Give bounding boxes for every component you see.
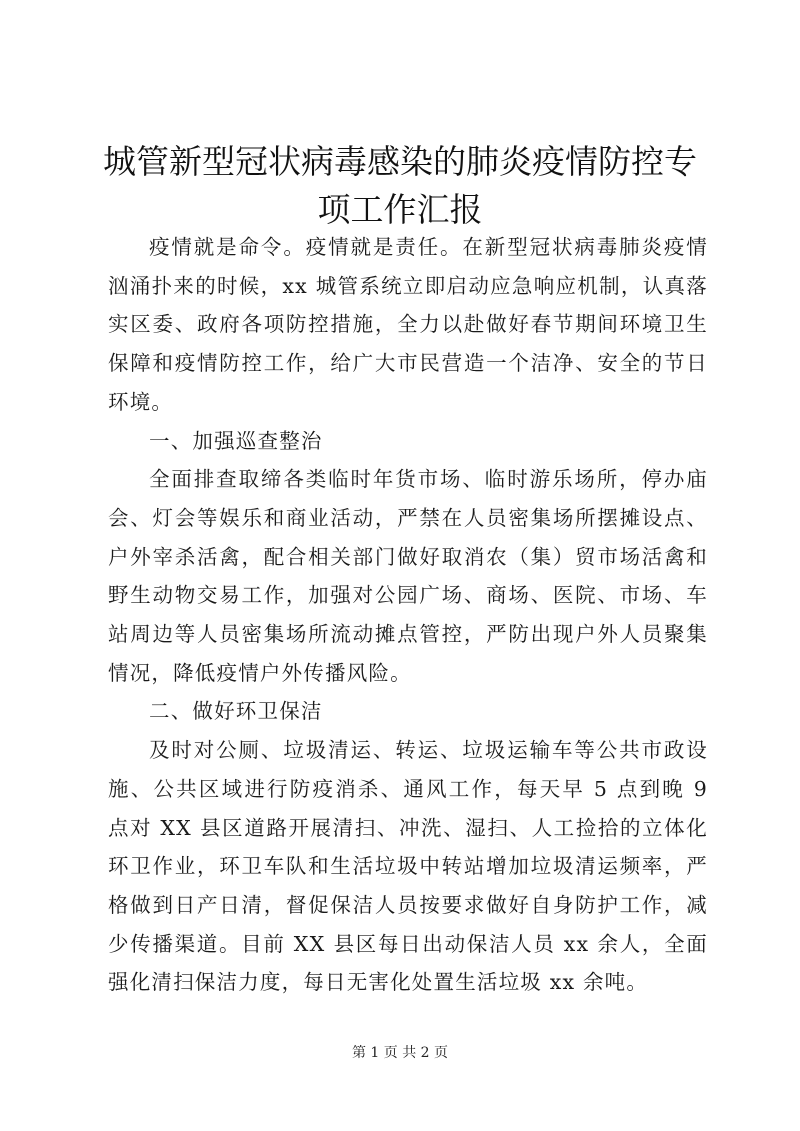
paragraph-patrol: 全面排查取缔各类临时年货市场、临时游乐场所，停办庙会、灯会等娱乐和商业活动，严禁在人员密集场所摆摊设点、户外宰杀活禽，配合相关部门做好取消农（集）贸市场活禽和野生动物交易工作，加强对公园广场、商场、医院、市场、车站周边等人员密集场所流动摊点管控，严防出现户外人员聚集情况，降低疫情户外传播风险。: [108, 467, 708, 685]
paragraph-sanitation: 及时对公厕、垃圾清运、转运、垃圾运输车等公共市政设施、公共区域进行防疫消杀、通风工作，每天早 5 点到晚 9 点对 XX 县区道路开展清扫、冲洗、湿扫、人工捡拾的立体化环卫作业，环卫车队和生活垃圾中转站增加垃圾清运频率，严格做到日产日清，督促保洁人员按要求做好自身防护工作，减少传播渠道。目前 XX 县区每日出动保洁人员 xx 余人，全面强化清扫保洁力度，每日无害化处置生活垃圾 xx 余吨。: [108, 738, 708, 995]
page-number-footer: 第 1 页 共 2 页: [351, 1045, 449, 1061]
document-title: 城管新型冠状病毒感染的肺炎疫情防控专项工作汇报: [103, 142, 697, 229]
section-heading-sanitation: 二、做好环卫保洁: [149, 699, 323, 724]
document-body: [108, 228, 708, 1002]
section-heading-patrol: 一、加强巡查整治: [149, 428, 323, 453]
paragraph-intro: 疫情就是命令。疫情就是责任。在新型冠状病毒肺炎疫情汹涌扑来的时候，xx 城管系统立即启动应急响应机制，认真落实区委、政府各项防控措施，全力以赴做好春节期间环境卫生保障和疫情防控工作，给广大市民营造一个洁净、安全的节日环境。: [108, 235, 708, 414]
